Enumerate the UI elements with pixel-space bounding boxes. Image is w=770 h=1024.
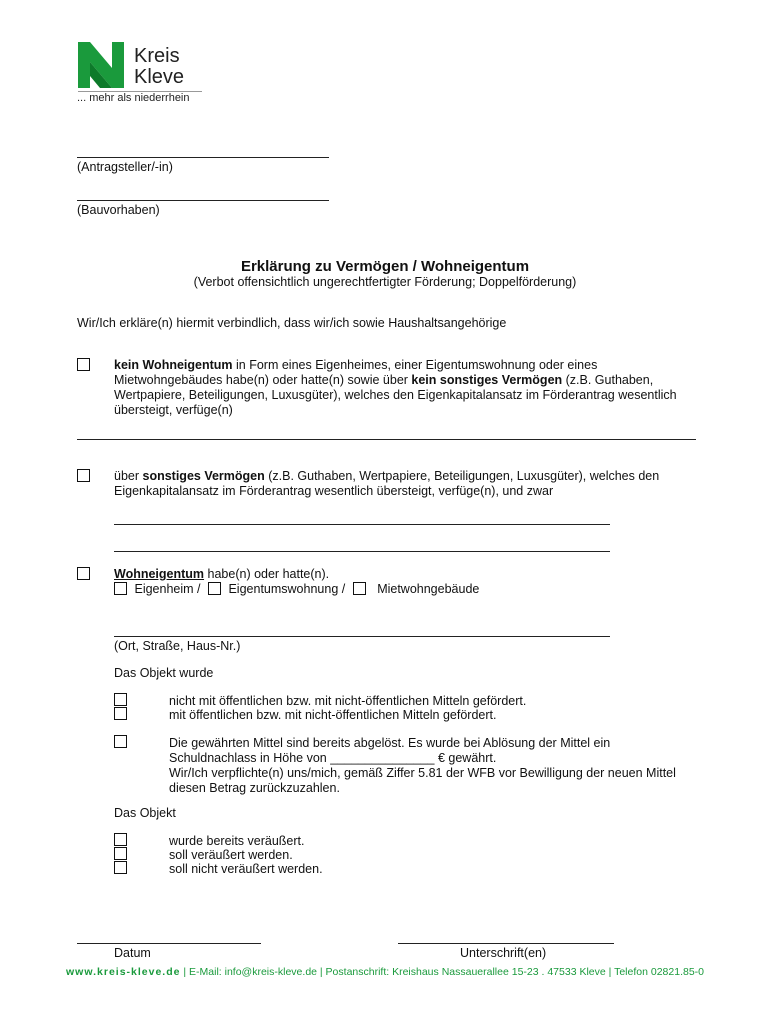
option-other-assets-checkbox[interactable] — [77, 469, 90, 482]
funding-not-public-label: nicht mit öffentlichen bzw. mit nicht-öffentlichen Mitteln gefördert. — [169, 694, 527, 708]
option-property-text — [114, 567, 329, 582]
assets-line-2[interactable] — [114, 551, 610, 552]
repaid-line-1: Die gewährten Mittel sind bereits abgelöst. Es wurde bei Ablösung der Mittel ein — [169, 736, 611, 750]
option3-post: habe(n) oder hatte(n). — [204, 567, 330, 581]
page-subtitle: (Verbot offensichtlich ungerechtfertigter Förderung; Doppelförderung) — [193, 275, 577, 289]
option-no-property-checkbox[interactable] — [77, 358, 90, 371]
project-line[interactable] — [77, 200, 329, 201]
footer — [0, 965, 770, 980]
type-eigentumswohnung-label: Eigentumswohnung / — [228, 582, 346, 596]
object-label: Das Objekt — [114, 806, 176, 820]
sale-planned-label: soll veräußert werden. — [169, 848, 293, 862]
section-divider — [77, 439, 696, 440]
project-label: (Bauvorhaben) — [77, 203, 160, 217]
option-property-checkbox[interactable] — [77, 567, 90, 580]
type-mietwohngebaeude-checkbox[interactable] — [353, 582, 366, 595]
footer-website-link[interactable]: www.kreis-kleve.de — [65, 966, 181, 978]
sale-not-planned-checkbox[interactable] — [114, 861, 127, 874]
kreis-kleve-logo-mark — [78, 42, 124, 88]
option3-bold: Wohneigentum — [114, 567, 205, 581]
sale-not-planned-label: soll nicht veräußert werden. — [169, 862, 323, 876]
repaid-text — [169, 736, 676, 796]
option2-pre: über — [114, 469, 143, 483]
object-was-label: Das Objekt wurde — [114, 666, 214, 680]
option2-bold: sonstiges Vermögen — [142, 469, 265, 483]
funding-not-public-checkbox[interactable] — [114, 693, 127, 706]
date-line[interactable] — [77, 943, 261, 944]
address-line[interactable] — [114, 636, 610, 637]
repaid-line-2: Schuldnachlass in Höhe von _______________ € gewährt. — [169, 751, 497, 765]
footer-contact: | E-Mail: info@kreis-kleve.de | Postanschrift: Kreishaus Nassauerallee 15-23 . 47533 Kleve | Telefon 02821.85-0 — [180, 966, 704, 978]
option1-bold1: kein Wohneigentum — [114, 358, 233, 372]
option1-line3: Wertpapiere, Beteiligungen, Luxusgüter), welches den Eigenkapitalansatz im Förderantrag wesentlich — [114, 388, 677, 402]
intro-text: Wir/Ich erkläre(n) hiermit verbindlich, dass wir/ich sowie Haushaltsangehörige — [77, 316, 507, 330]
logo-word-kleve: Kleve — [134, 66, 185, 88]
option-other-assets-text — [114, 469, 659, 499]
repaid-checkbox[interactable] — [114, 735, 127, 748]
repaid-line-4: diesen Betrag zurückzuzahlen. — [169, 781, 340, 795]
sale-planned-checkbox[interactable] — [114, 847, 127, 860]
type-eigenheim-checkbox[interactable] — [114, 582, 127, 595]
type-mietwohngebaeude-label: Mietwohngebäude — [377, 582, 480, 596]
signature-label: Unterschrift(en) — [460, 946, 547, 960]
logo-tagline: ... mehr als niederrhein — [77, 92, 190, 104]
applicant-line[interactable] — [77, 157, 329, 158]
repaid-line-3: Wir/Ich verpflichte(n) uns/mich, gemäß Ziffer 5.81 der WFB vor Bewilligung der neuen Mittel — [169, 766, 676, 780]
option1-rest1: in Form eines Eigenheimes, einer Eigentumswohnung oder eines — [232, 358, 598, 372]
page-title: Erklärung zu Vermögen / Wohneigentum — [240, 258, 530, 275]
date-label: Datum — [114, 946, 151, 960]
option2-line2: Eigenkapitalansatz im Förderantrag wesentlich übersteigt, verfüge(n), und zwar — [114, 484, 554, 498]
option1-line2-post: (z.B. Guthaben, — [562, 373, 654, 387]
option1-bold2: kein sonstiges Vermögen — [411, 373, 563, 387]
assets-line-1[interactable] — [114, 524, 610, 525]
funding-public-checkbox[interactable] — [114, 707, 127, 720]
signature-line[interactable] — [398, 943, 614, 944]
applicant-label: (Antragsteller/-in) — [77, 160, 173, 174]
funding-public-label: mit öffentlichen bzw. mit nicht-öffentlichen Mitteln gefördert. — [169, 708, 497, 722]
property-type-row — [114, 582, 479, 597]
option-no-property-text — [114, 358, 677, 418]
sale-done-label: wurde bereits veräußert. — [169, 834, 305, 848]
option1-line2-pre: Mietwohngebäudes habe(n) oder hatte(n) sowie über — [114, 373, 412, 387]
type-eigenheim-label: Eigenheim / — [134, 582, 201, 596]
option2-post: (z.B. Guthaben, Wertpapiere, Beteiligungen, Luxusgüter), welches den — [264, 469, 660, 483]
sale-done-checkbox[interactable] — [114, 833, 127, 846]
logo-word-kreis: Kreis — [134, 45, 180, 67]
address-label: (Ort, Straße, Haus-Nr.) — [114, 639, 241, 653]
type-eigentumswohnung-checkbox[interactable] — [208, 582, 221, 595]
option1-line4: übersteigt, verfüge(n) — [114, 403, 233, 417]
